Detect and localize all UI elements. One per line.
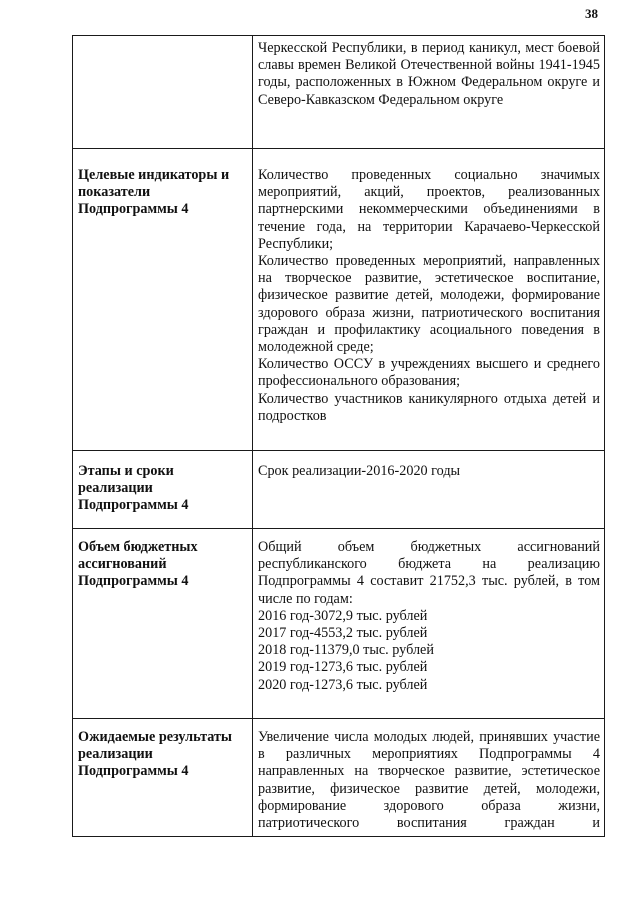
list-item: 2016 год-3072,9 тыс. рублей: [258, 607, 428, 624]
table-row: [73, 529, 605, 719]
continuation-text: Черкесской Республики, в период каникул, мест боевой славы времен Великой Отечественной войны 1941-1945 годы, расположенных в Южном Федеральном округе и Северо-Кавказском Федеральном округе: [258, 40, 600, 108]
table-row: [73, 719, 605, 837]
page-number: 38: [585, 6, 598, 21]
list-item: 2018 год-11379,0 тыс. рублей: [258, 642, 434, 659]
row-value: [253, 719, 605, 837]
indicator-text: Количество участников каникулярного отдыха детей и подростков: [258, 390, 600, 424]
budget-text: Общий объем бюджетных ассигнований республиканского бюджета на реализацию Подпрограммы 4 составит 21752,3 тыс. рублей, в том числе по годам:: [258, 539, 600, 607]
results-text: Увеличение числа молодых людей, принявших участие в различных мероприятиях Подпрограммы 4 направленных на творческое развитие, эстетическое развитие, физическое развитие детей, молодежи, формирование здорового образа жизни, патриотического воспитания граждан и: [258, 729, 600, 832]
row-value: [253, 149, 605, 451]
budget-years-list: [258, 608, 600, 694]
row-label-stages: Этапы и сроки реализации Подпрограммы 4: [73, 451, 253, 529]
row-label-target-indicators: Целевые индикаторы и показатели Подпрограммы 4: [73, 149, 253, 451]
stages-text: Срок реализации-2016-2020 годы: [258, 463, 461, 479]
row-value: [253, 36, 605, 149]
row-label-budget: Объем бюджетных ассигнований Подпрограммы 4: [73, 529, 253, 719]
list-item: 2020 год-1273,6 тыс. рублей: [258, 676, 428, 693]
indicator-text: Количество проведенных мероприятий, направленных на творческое развитие, эстетическое воспитание, физическое развитие детей, молодежи, формирование здорового образа жизни, патриотического воспитания граждан и профилактику асоциального поведения в молодежной среде;: [258, 253, 600, 356]
table-row: [73, 36, 605, 149]
row-value: [253, 451, 605, 529]
indicator-text: Количество ОССУ в учреждениях высшего и среднего профессионального образования;: [258, 356, 600, 390]
row-value: [253, 529, 605, 719]
list-item: 2017 год-4553,2 тыс. рублей: [258, 625, 428, 642]
table-row: [73, 451, 605, 529]
indicator-text: Количество проведенных социально значимых мероприятий, акций, проектов, реализованных партнерскими некоммерческими объединениями в течение года, на территории Карачаево-Черкесской Республики;: [258, 167, 600, 252]
list-item: 2019 год-1273,6 тыс. рублей: [258, 659, 428, 676]
subprogram-passport-table: [72, 35, 605, 837]
row-label-expected-results: Ожидаемые результаты реализации Подпрограммы 4: [73, 719, 253, 837]
row-label-empty: [73, 36, 253, 149]
table-row: [73, 149, 605, 451]
